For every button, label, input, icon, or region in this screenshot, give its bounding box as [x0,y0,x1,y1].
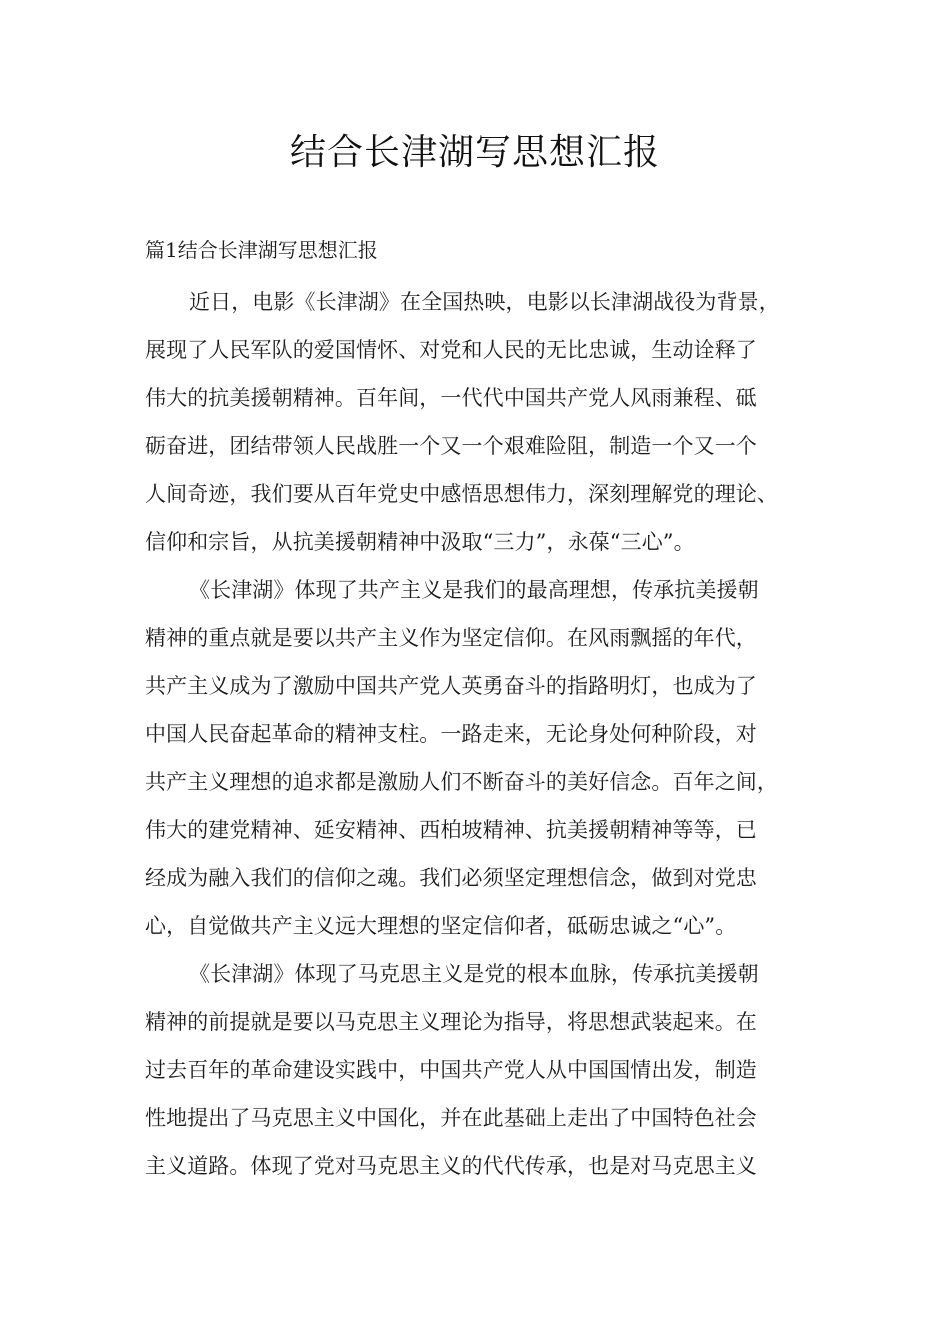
text-line: 《长津湖》体现了马克思主义是党的根本血脉，传承抗美援朝 [189,962,759,986]
text-line: 精神的前提就是要以马克思主义理论为指导，将思想武装起来。在 [145,1010,757,1034]
text-line: 性地提出了马克思主义中国化，并在此基础上走出了中国特色社会 [145,1106,757,1130]
text-line: 共产主义成为了激励中国共产党人英勇奋斗的指路明灯，也成为了 [145,674,757,698]
text-line: 近日，电影《长津湖》在全国热映，电影以长津湖战役为背景， [189,290,780,314]
text-line: 信仰和宗旨，从抗美援朝精神中汲取“三力”，永葆“三心”。 [145,530,695,554]
section-heading: 篇1结合长津湖写思想汇报 [145,238,378,262]
text-line: 共产主义理想的追求都是激励人们不断奋斗的美好信念。百年之间， [145,770,778,794]
paragraph-3 [145,950,827,1190]
text-line: 过去百年的革命建设实践中，中国共产党人从中国国情出发，制造 [145,1058,757,1082]
text-line: 伟大的抗美援朝精神。百年间，一代代中国共产党人风雨兼程、砥 [145,386,757,410]
document-body [145,232,827,1190]
text-line: 人间奇迹，我们要从百年党史中感悟思想伟力，深刻理解党的理论、 [145,482,778,506]
paragraph-2 [145,566,827,950]
text-line: 展现了人民军队的爱国情怀、对党和人民的无比忠诚，生动诠释了 [145,338,757,362]
text-line: 伟大的建党精神、延安精神、西柏坡精神、抗美援朝精神等等，已 [145,818,757,842]
document-title: 结合长津湖写思想汇报 [289,132,660,173]
text-line: 心，自觉做共产主义远大理想的坚定信仰者，砥砺忠诚之“心”。 [145,914,737,938]
text-line: 主义道路。体现了党对马克思主义的代代传承，也是对马克思主义 [145,1154,757,1178]
text-line: 经成为融入我们的信仰之魂。我们必须坚定理想信念，做到对党忠 [145,866,757,890]
text-line: 砺奋进，团结带领人民战胜一个又一个艰难险阻，制造一个又一个 [145,434,757,458]
paragraph-1 [145,278,827,566]
text-line: 《长津湖》体现了共产主义是我们的最高理想，传承抗美援朝 [189,578,759,602]
text-line: 中国人民奋起革命的精神支柱。一路走来，无论身处何种阶段，对 [145,722,757,746]
text-line: 精神的重点就是要以共产主义作为坚定信仰。在风雨飘摇的年代， [145,626,757,650]
